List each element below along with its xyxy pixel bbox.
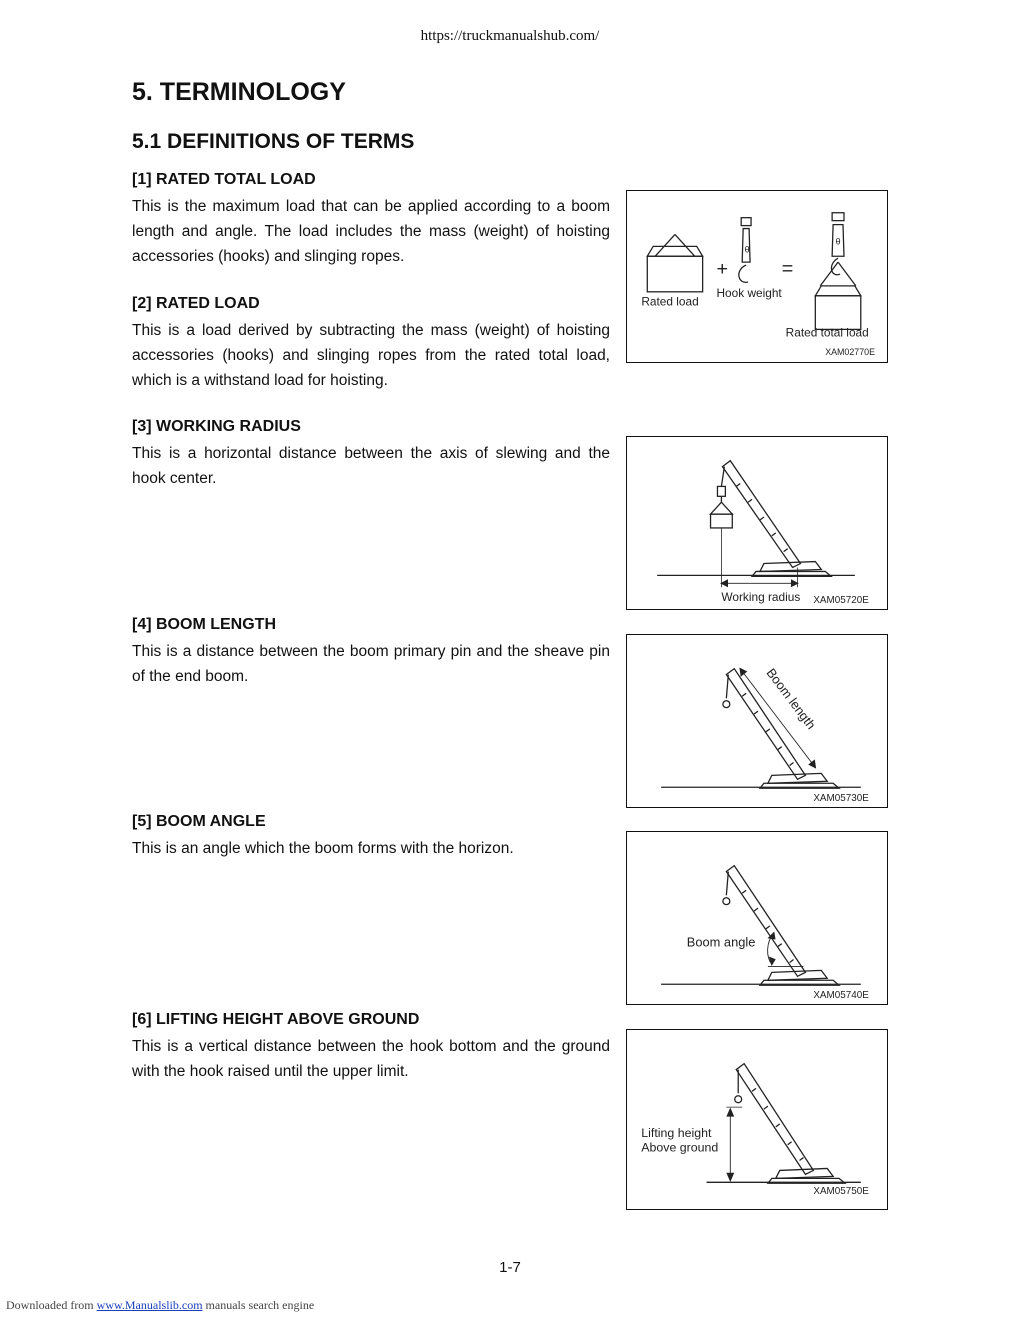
boom-angle-diagram <box>627 832 887 1004</box>
figure-code: XAM05750E <box>813 1186 869 1198</box>
boom-length-label: Boom length <box>763 665 819 732</box>
term-heading: [1] RATED TOTAL LOAD <box>132 171 316 188</box>
term-text: This is the maximum load that can be applied according to a boom length and angle. The load includes the mass (weight) of hoisting accessories (hooks) and slinging ropes. <box>132 198 610 265</box>
hook-theta-label: θ <box>744 244 750 255</box>
lifting-height-label-line1: Lifting height <box>641 1125 712 1140</box>
term-text: This is a horizontal distance between the axis of slewing and the hook center. <box>132 445 610 487</box>
figure-boom-angle <box>626 831 888 1005</box>
page-number: 1-7 <box>499 1259 521 1276</box>
term-working-radius <box>132 417 610 491</box>
term-rated-total-load <box>132 170 610 269</box>
term-boom-angle <box>132 812 610 861</box>
header-url: https://truckmanualshub.com/ <box>420 28 600 44</box>
figure-code: XAM05720E <box>813 595 869 607</box>
hook-weight-label: Hook weight <box>716 285 782 300</box>
equals-sign: = <box>781 258 794 281</box>
boom-length-diagram <box>627 635 887 807</box>
hook-theta-label: θ <box>835 236 841 247</box>
figure-lifting-height <box>626 1029 888 1210</box>
term-text: This is a distance between the boom primary pin and the sheave pin of the end boom. <box>132 643 610 685</box>
term-heading: [4] BOOM LENGTH <box>132 616 276 633</box>
term-text: This is a vertical distance between the hook bottom and the ground with the hook raised until the upper limit. <box>132 1038 610 1080</box>
rated-total-load-label: Rated total load <box>785 325 869 340</box>
figure-code: XAM02770E <box>825 347 876 358</box>
rated-load-diagram <box>627 191 887 362</box>
term-text: This is a load derived by subtracting the mass (weight) of hoisting accessories (hooks) and slinging ropes from the rated total load, which is a withstand load for hoisting. <box>132 322 610 389</box>
footer-link[interactable]: www.Manualslib.com <box>96 1298 203 1312</box>
term-heading: [2] RATED LOAD <box>132 295 260 312</box>
figure-working-radius <box>626 436 888 610</box>
term-text: This is an angle which the boom forms with the horizon. <box>132 840 514 857</box>
working-radius-label: Working radius <box>721 590 801 605</box>
footer <box>6 1298 314 1313</box>
term-lifting-height <box>132 1010 610 1084</box>
section-title: 5.1 DEFINITIONS OF TERMS <box>132 130 415 153</box>
term-boom-length <box>132 615 610 689</box>
term-heading: [6] LIFTING HEIGHT ABOVE GROUND <box>132 1011 420 1028</box>
footer-suffix: manuals search engine <box>202 1298 315 1312</box>
term-rated-load <box>132 294 610 393</box>
figure-code: XAM05730E <box>813 793 869 805</box>
figure-rated-load <box>626 190 888 363</box>
lifting-height-label-line2: Above ground <box>641 1140 719 1155</box>
term-heading: [3] WORKING RADIUS <box>132 418 301 435</box>
footer-prefix: Downloaded from <box>6 1298 97 1312</box>
figure-code: XAM05740E <box>813 990 869 1002</box>
figure-boom-length <box>626 634 888 808</box>
rated-load-label: Rated load <box>641 294 699 309</box>
page-title: 5. TERMINOLOGY <box>132 78 346 106</box>
working-radius-diagram <box>627 437 887 609</box>
plus-sign: + <box>716 258 729 281</box>
lifting-height-diagram <box>627 1030 887 1209</box>
term-heading: [5] BOOM ANGLE <box>132 813 266 830</box>
boom-angle-label: Boom angle <box>686 934 756 950</box>
